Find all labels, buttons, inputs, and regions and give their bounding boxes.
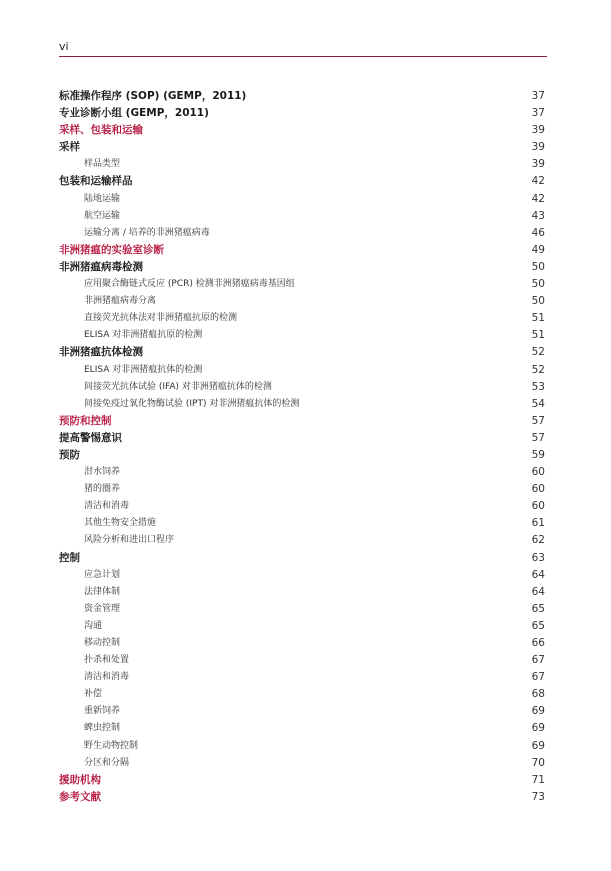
toc-entry[interactable] [59, 122, 545, 139]
toc-subentry[interactable] [59, 738, 545, 755]
page-number: vi [59, 40, 69, 53]
toc-entry-page: 65 [531, 602, 545, 615]
toc-subentry[interactable] [59, 635, 545, 652]
toc-subentry[interactable] [59, 208, 545, 225]
toc-entry-page: 60 [531, 466, 545, 479]
toc-subentry[interactable] [59, 396, 545, 413]
toc-entry-title: 直接荧光抗体法对非洲猪瘟抗原的检测 [84, 313, 238, 324]
toc-entry-page: 52 [531, 363, 545, 376]
toc-subentry[interactable] [59, 686, 545, 703]
toc-entry-page: 57 [531, 431, 545, 444]
toc-entry-page: 53 [531, 380, 545, 393]
toc-entry-title: 蜱虫控制 [84, 723, 121, 734]
toc-subentry[interactable] [59, 379, 545, 396]
toc-entry-title: 猪的圈养 [84, 484, 121, 495]
toc-entry[interactable] [59, 173, 545, 190]
toc-entry-title: 采样、包装和运输 [59, 124, 143, 137]
toc-entry-title: 间接荧光抗体试验 (IFA) 对非洲猪瘟抗体的检测 [84, 381, 272, 392]
toc-entry-title: 提高警惕意识 [59, 431, 122, 444]
toc-entry-title: 援助机构 [59, 773, 101, 786]
toc-entry-page: 69 [531, 705, 545, 718]
toc-entry-title: 应用聚合酶链式反应 (PCR) 检测非洲猪瘟病毒基因组 [84, 279, 295, 290]
toc-entry-title: 陆地运输 [84, 193, 121, 204]
toc-entry-title: 应急计划 [84, 569, 121, 580]
toc-entry-page: 49 [531, 243, 545, 256]
toc-entry-title: 非洲猪瘟抗体检测 [59, 346, 143, 359]
toc-entry-title: 分区和分隔 [84, 757, 130, 768]
toc-entry[interactable] [59, 88, 545, 105]
toc-entry-title: 补偿 [84, 689, 103, 700]
toc-entry-page: 42 [531, 192, 545, 205]
toc-entry-page: 70 [531, 756, 545, 769]
toc-entry-title: 参考文献 [59, 790, 101, 803]
toc-subentry[interactable] [59, 310, 545, 327]
toc-subentry[interactable] [59, 191, 545, 208]
toc-entry-page: 46 [531, 226, 545, 239]
toc-entry-page: 39 [531, 141, 545, 154]
toc-entry-title: 沟通 [84, 620, 103, 631]
toc-entry[interactable] [59, 772, 545, 789]
toc-entry-page: 71 [531, 773, 545, 786]
toc-entry-page: 63 [531, 551, 545, 564]
toc-entry-title: 风险分析和进出口程序 [84, 535, 175, 546]
toc-entry-title: 预防和控制 [59, 414, 112, 427]
toc-entry-page: 37 [531, 90, 545, 102]
toc-entry-title: 清洁和消毒 [84, 501, 130, 512]
toc-entry-title: 清洁和消毒 [84, 672, 130, 683]
toc-entry-page: 62 [531, 534, 545, 547]
toc-entry-title: 野生动物控制 [84, 740, 139, 751]
toc-subentry[interactable] [59, 720, 545, 737]
toc-entry-title: 非洲猪瘟病毒检测 [59, 260, 143, 273]
toc-subentry[interactable] [59, 601, 545, 618]
toc-subentry[interactable] [59, 669, 545, 686]
toc-entry-page: 51 [531, 329, 545, 342]
toc-entry-page: 51 [531, 312, 545, 325]
toc-entry-page: 68 [531, 688, 545, 701]
toc-entry[interactable] [59, 413, 545, 430]
toc-subentry[interactable] [59, 567, 545, 584]
toc-entry-page: 67 [531, 654, 545, 667]
toc-entry[interactable] [59, 789, 545, 806]
toc-entry-page: 54 [531, 397, 545, 410]
toc-entry-title: ELISA 对非洲猪瘟抗原的检测 [84, 330, 203, 341]
toc-entry[interactable] [59, 550, 545, 567]
toc-entry-title: 采样 [59, 141, 80, 154]
toc-entry[interactable] [59, 139, 545, 156]
toc-entry-title: 泔水饲养 [84, 467, 121, 478]
toc-entry-title: 资金管理 [84, 603, 121, 614]
toc-subentry[interactable] [59, 293, 545, 310]
toc-subentry[interactable] [59, 755, 545, 772]
toc-subentry[interactable] [59, 618, 545, 635]
toc-entry-page: 37 [531, 107, 545, 120]
toc-entry[interactable] [59, 430, 545, 447]
toc-entry-page: 50 [531, 295, 545, 308]
toc-entry-page: 39 [531, 124, 545, 137]
toc-subentry[interactable] [59, 652, 545, 669]
toc-subentry[interactable] [59, 498, 545, 515]
toc-entry-page: 50 [531, 260, 545, 273]
toc-entry-page: 64 [531, 568, 545, 581]
header-rule [59, 56, 547, 57]
toc-entry-title: 控制 [59, 551, 80, 564]
toc-entry-page: 73 [531, 790, 545, 803]
toc-entry-page: 60 [531, 500, 545, 513]
toc-subentry[interactable] [59, 703, 545, 720]
toc-entry-title: 间接免疫过氧化物酶试验 (IPT) 对非洲猪瘟抗体的检测 [84, 398, 300, 409]
toc-entry-title: 包装和运输样品 [59, 175, 133, 188]
toc-entry-title: 标准操作程序 (SOP) (GEMP，2011) [59, 90, 247, 102]
toc-entry[interactable] [59, 259, 545, 276]
toc-entry-page: 39 [531, 158, 545, 171]
toc-entry-title: 样品类型 [84, 159, 121, 170]
toc-subentry[interactable] [59, 327, 545, 344]
toc-subentry[interactable] [59, 362, 545, 379]
toc-subentry[interactable] [59, 464, 545, 481]
toc-entry-page: 50 [531, 278, 545, 291]
toc-entry-page: 66 [531, 637, 545, 649]
toc-entry-title: 预防 [59, 448, 80, 461]
toc-subentry[interactable] [59, 515, 545, 532]
toc-entry-title: 运输分离 / 培养的非洲猪瘟病毒 [84, 227, 210, 238]
toc-entry-title: 专业诊断小组 (GEMP，2011) [59, 107, 209, 120]
toc-entry-title: 法律体制 [84, 586, 121, 597]
toc-entry[interactable] [59, 344, 545, 361]
toc-entry-title: 航空运输 [84, 210, 121, 221]
table-of-contents [59, 88, 545, 806]
toc-entry[interactable] [59, 105, 545, 122]
toc-entry-page: 59 [531, 448, 545, 461]
toc-entry-page: 52 [531, 346, 545, 359]
toc-entry-title: 移动控制 [84, 638, 121, 648]
toc-subentry[interactable] [59, 156, 545, 173]
toc-entry-title: 重新饲养 [84, 706, 121, 717]
toc-entry-title: 非洲猪瘟病毒分离 [84, 296, 157, 307]
toc-entry-page: 64 [531, 585, 545, 598]
toc-entry-title: 非洲猪瘟的实验室诊断 [59, 243, 164, 256]
toc-subentry[interactable] [59, 584, 545, 601]
toc-entry-page: 60 [531, 483, 545, 496]
toc-entry-page: 61 [531, 517, 545, 530]
toc-subentry[interactable] [59, 532, 545, 549]
toc-entry[interactable] [59, 447, 545, 464]
toc-entry-title: 扑杀和处置 [84, 655, 130, 666]
toc-entry-page: 65 [531, 619, 545, 632]
toc-entry-page: 57 [531, 414, 545, 427]
toc-subentry[interactable] [59, 225, 545, 242]
toc-subentry[interactable] [59, 276, 545, 293]
toc-entry-page: 43 [531, 209, 545, 222]
toc-subentry[interactable] [59, 481, 545, 498]
toc-entry-title: 其他生物安全措施 [84, 518, 157, 529]
toc-entry-page: 67 [531, 671, 545, 684]
toc-entry-title: ELISA 对非洲猪瘟抗体的检测 [84, 364, 203, 375]
toc-entry-page: 69 [531, 722, 545, 735]
toc-entry-page: 69 [531, 739, 545, 752]
toc-entry-page: 42 [531, 175, 545, 188]
toc-entry[interactable] [59, 242, 545, 259]
